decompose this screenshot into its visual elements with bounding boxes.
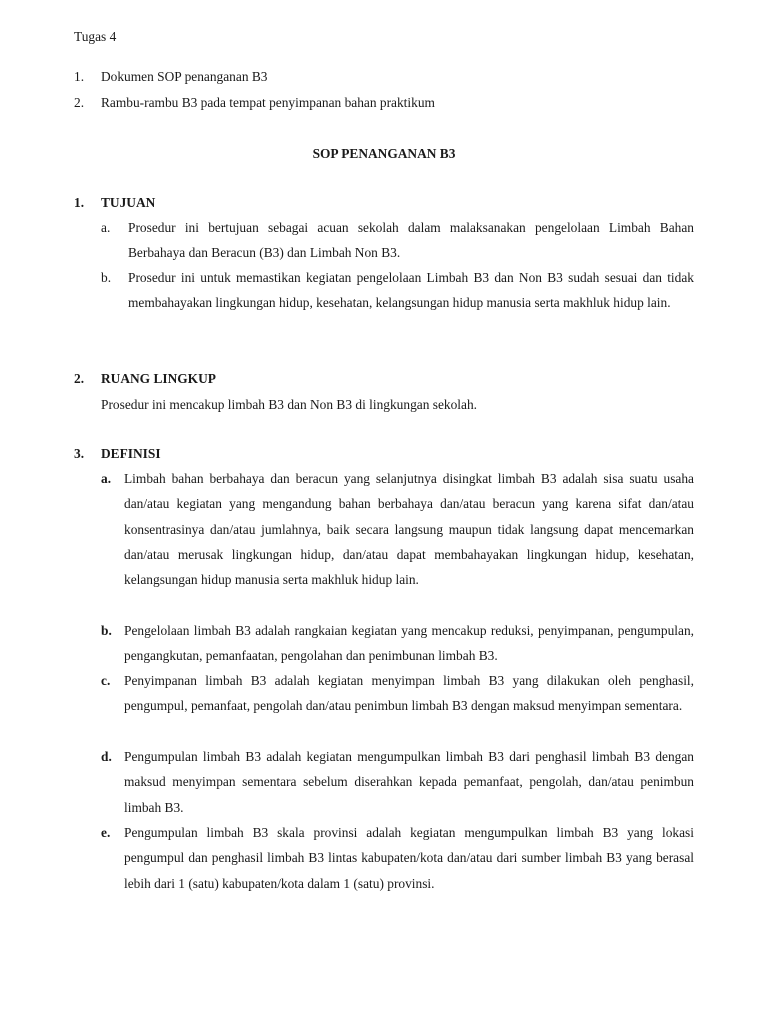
- section-text: Prosedur ini mencakup limbah B3 dan Non B3 di lingkungan sekolah.: [101, 397, 478, 412]
- section-heading-definisi: DEFINISI: [101, 446, 161, 461]
- task-number: 1.: [74, 69, 85, 84]
- list-marker: a.: [101, 220, 111, 235]
- section-number: 3.: [74, 446, 85, 461]
- document-title: SOP PENANGANAN B3: [312, 146, 456, 161]
- list-item-text: Pengumpulan limbah B3 skala provinsi adalah kegiatan mengumpulkan limbah B3 yang lokasi pengumpul dan penghasil limbah B3 lintas kabupaten/kota dan/atau dari sumber limbah B3 yang berasal lebih dari 1 (satu) kabupaten/kota dalam 1 (satu) provinsi.: [124, 825, 694, 891]
- list-marker: e.: [101, 825, 111, 840]
- header-text: Tugas 4: [74, 29, 117, 44]
- list-item-text: Penyimpanan limbah B3 adalah kegiatan menyimpan limbah B3 yang dilakukan oleh penghasil, pengumpul, pemanfaat, pengolah dan/atau penimbun limbah B3 dengan maksud menyimpan sementara.: [124, 673, 694, 714]
- task-item: Rambu-rambu B3 pada tempat penyimpanan bahan praktikum: [101, 95, 435, 110]
- list-marker: d.: [101, 749, 112, 764]
- list-item-text: Limbah bahan berbahaya dan beracun yang selanjutnya disingkat limbah B3 adalah sisa suatu usaha dan/atau kegiatan yang mengandung bahan berbahaya dan/atau beracun yang karena sifat dan/atau konsentrasinya dan/atau jumlahnya, baik secara langsung maupun tidak langsung dapat mencemarkan dan/atau merusak lingkungan hidup, dan/atau dapat membahayakan lingkungan hidup, kesehatan, kelangsungan hidup manusia serta makhluk hidup lain.: [124, 471, 694, 588]
- section-number: 2.: [74, 371, 85, 386]
- section-heading-ruang-lingkup: RUANG LINGKUP: [101, 371, 216, 386]
- section-number: 1.: [74, 195, 85, 210]
- list-item-text: Pengelolaan limbah B3 adalah rangkaian kegiatan yang mencakup reduksi, penyimpanan, pengumpulan, pengangkutan, pemanfaatan, pengolahan dan penimbunan limbah B3.: [124, 623, 694, 664]
- list-marker: a.: [101, 471, 112, 486]
- list-marker: c.: [101, 673, 111, 688]
- list-item-text: Prosedur ini untuk memastikan kegiatan pengelolaan Limbah B3 dan Non B3 sudah sesuai dan tidak membahayakan lingkungan hidup, kesehatan, kelangsungan hidup manusia serta makhluk hidup lain.: [128, 270, 694, 311]
- list-marker: b.: [101, 623, 112, 638]
- section-heading-tujuan: TUJUAN: [101, 195, 156, 210]
- list-item-text: Pengumpulan limbah B3 adalah kegiatan mengumpulkan limbah B3 dari penghasil limbah B3 dengan maksud menyimpan sementara sebelum diserahkan kepada pemanfaat, pengolah, dan/atau penimbun limbah B3.: [124, 749, 694, 815]
- task-number: 2.: [74, 95, 85, 110]
- list-marker: b.: [101, 270, 112, 285]
- task-item: Dokumen SOP penanganan B3: [101, 69, 268, 84]
- list-item-text: Prosedur ini bertujuan sebagai acuan sekolah dalam malaksanakan pengelolaan Limbah Bahan Berbahaya dan Beracun (B3) dan Limbah Non B3.: [128, 220, 694, 261]
